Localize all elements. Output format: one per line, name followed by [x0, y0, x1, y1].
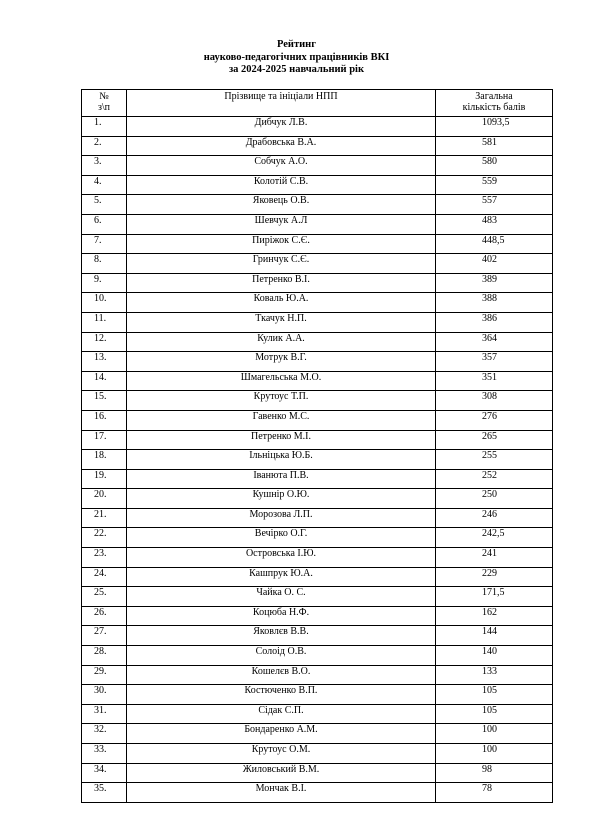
table-row	[82, 391, 553, 411]
row-number: 23.	[82, 548, 127, 568]
row-number: 16.	[82, 410, 127, 430]
row-name: Пиріжок С.Є.	[127, 234, 436, 254]
row-number: 9.	[82, 273, 127, 293]
header-score-line-2: кількість балів	[462, 102, 526, 113]
row-number: 12.	[82, 332, 127, 352]
row-name: Шмагельська М.О.	[127, 371, 436, 391]
row-number: 3.	[82, 156, 127, 176]
row-number: 35.	[82, 783, 127, 803]
row-score: 140	[436, 646, 553, 666]
row-name: Жиловський В.М.	[127, 763, 436, 783]
row-number: 18.	[82, 450, 127, 470]
row-score: 250	[436, 489, 553, 509]
row-name: Ільніцька Ю.Б.	[127, 450, 436, 470]
row-score: 389	[436, 273, 553, 293]
row-number: 29.	[82, 665, 127, 685]
table-row	[82, 136, 553, 156]
row-name: Драбовська В.А.	[127, 136, 436, 156]
row-name: Іванюта П.В.	[127, 469, 436, 489]
table-row	[82, 646, 553, 666]
row-number: 14.	[82, 371, 127, 391]
table-row	[82, 430, 553, 450]
table-row	[82, 704, 553, 724]
row-score: 388	[436, 293, 553, 313]
header-number-line-1: №	[99, 91, 109, 102]
table-row	[82, 763, 553, 783]
row-number: 11.	[82, 312, 127, 332]
row-number: 25.	[82, 587, 127, 607]
row-score: 1093,5	[436, 117, 553, 137]
row-number: 17.	[82, 430, 127, 450]
row-score: 580	[436, 156, 553, 176]
row-name: Бондаренко А.М.	[127, 724, 436, 744]
table-row	[82, 117, 553, 137]
row-score: 483	[436, 214, 553, 234]
row-score: 559	[436, 175, 553, 195]
row-number: 34.	[82, 763, 127, 783]
row-name: Кошелєв В.О.	[127, 665, 436, 685]
row-score: 133	[436, 665, 553, 685]
row-score: 252	[436, 469, 553, 489]
document-title	[0, 39, 593, 77]
table-row	[82, 469, 553, 489]
row-name: Петренко В.І.	[127, 273, 436, 293]
header-number-line-2: з\п	[97, 102, 111, 113]
table-row	[82, 312, 553, 332]
row-number: 6.	[82, 214, 127, 234]
row-name: Гавенко М.С.	[127, 410, 436, 430]
row-name: Яковець О.В.	[127, 195, 436, 215]
row-score: 386	[436, 312, 553, 332]
row-number: 15.	[82, 391, 127, 411]
row-score: 171,5	[436, 587, 553, 607]
row-number: 24.	[82, 567, 127, 587]
table-row	[82, 156, 553, 176]
row-score: 276	[436, 410, 553, 430]
table-row	[82, 195, 553, 215]
table-row	[82, 352, 553, 372]
row-number: 10.	[82, 293, 127, 313]
rating-table	[81, 89, 553, 803]
row-name: Костюченко В.П.	[127, 685, 436, 705]
header-score-line-1: Загальна	[475, 91, 513, 102]
row-number: 2.	[82, 136, 127, 156]
row-number: 8.	[82, 254, 127, 274]
row-number: 32.	[82, 724, 127, 744]
row-name: Дибчук Л.В.	[127, 117, 436, 137]
row-name: Ткачук Н.П.	[127, 312, 436, 332]
row-name: Яковлєв В.В.	[127, 626, 436, 646]
row-name: Сідак С.П.	[127, 704, 436, 724]
table-row	[82, 508, 553, 528]
table-row	[82, 548, 553, 568]
table-row	[82, 783, 553, 803]
table-row	[82, 273, 553, 293]
table-row	[82, 254, 553, 274]
table-row	[82, 626, 553, 646]
row-number: 5.	[82, 195, 127, 215]
row-score: 581	[436, 136, 553, 156]
row-score: 255	[436, 450, 553, 470]
table-row	[82, 332, 553, 352]
row-number: 1.	[82, 117, 127, 137]
row-score: 162	[436, 606, 553, 626]
row-number: 20.	[82, 489, 127, 509]
row-score: 448,5	[436, 234, 553, 254]
row-score: 265	[436, 430, 553, 450]
row-name: Морозова Л.П.	[127, 508, 436, 528]
row-score: 357	[436, 352, 553, 372]
header-number	[82, 90, 127, 117]
row-name: Мотрук В.Г.	[127, 352, 436, 372]
row-name: Колотій С.В.	[127, 175, 436, 195]
table-row	[82, 606, 553, 626]
table-row	[82, 685, 553, 705]
row-name: Островська І.Ю.	[127, 548, 436, 568]
row-name: Мончак В.І.	[127, 783, 436, 803]
row-score: 144	[436, 626, 553, 646]
row-score: 308	[436, 391, 553, 411]
table-row	[82, 665, 553, 685]
row-score: 78	[436, 783, 553, 803]
table-row	[82, 567, 553, 587]
table-row	[82, 450, 553, 470]
table-row	[82, 724, 553, 744]
table-body	[82, 117, 553, 803]
row-name: Гринчук С.Є.	[127, 254, 436, 274]
row-name: Крутоус О.М.	[127, 744, 436, 764]
row-score: 402	[436, 254, 553, 274]
table-row	[82, 528, 553, 548]
row-score: 105	[436, 685, 553, 705]
row-number: 27.	[82, 626, 127, 646]
row-name: Петренко М.І.	[127, 430, 436, 450]
row-number: 19.	[82, 469, 127, 489]
row-name: Крутоус Т.П.	[127, 391, 436, 411]
row-name: Коваль Ю.А.	[127, 293, 436, 313]
row-number: 13.	[82, 352, 127, 372]
header-score	[436, 90, 553, 117]
row-name: Солоід О.В.	[127, 646, 436, 666]
table-row	[82, 410, 553, 430]
row-number: 31.	[82, 704, 127, 724]
table-row	[82, 587, 553, 607]
row-score: 98	[436, 763, 553, 783]
row-number: 30.	[82, 685, 127, 705]
table-row	[82, 293, 553, 313]
table-header-row	[82, 90, 553, 117]
row-name: Собчук А.О.	[127, 156, 436, 176]
table-row	[82, 175, 553, 195]
row-number: 7.	[82, 234, 127, 254]
row-name: Кулик А.А.	[127, 332, 436, 352]
row-score: 351	[436, 371, 553, 391]
row-score: 105	[436, 704, 553, 724]
row-name: Кушнір О.Ю.	[127, 489, 436, 509]
row-name: Коцюба Н.Ф.	[127, 606, 436, 626]
row-number: 33.	[82, 744, 127, 764]
row-score: 246	[436, 508, 553, 528]
row-name: Кашпрук Ю.А.	[127, 567, 436, 587]
table-row	[82, 214, 553, 234]
table-row	[82, 744, 553, 764]
row-number: 28.	[82, 646, 127, 666]
row-number: 26.	[82, 606, 127, 626]
title-line-3: за 2024-2025 навчальний рік	[228, 64, 365, 75]
row-score: 241	[436, 548, 553, 568]
row-score: 364	[436, 332, 553, 352]
table-row	[82, 234, 553, 254]
row-score: 100	[436, 724, 553, 744]
row-name: Шевчук А.Л	[127, 214, 436, 234]
row-name: Вечірко О.Г.	[127, 528, 436, 548]
row-score: 557	[436, 195, 553, 215]
title-line-2: науково-педагогічних працівників ВКІ	[203, 51, 390, 63]
table-row	[82, 371, 553, 391]
row-score: 100	[436, 744, 553, 764]
row-number: 4.	[82, 175, 127, 195]
row-number: 21.	[82, 508, 127, 528]
row-score: 229	[436, 567, 553, 587]
row-score: 242,5	[436, 528, 553, 548]
row-name: Чайка О. С.	[127, 587, 436, 607]
header-name: Прізвище та ініціали НПП	[127, 90, 436, 117]
table-row	[82, 489, 553, 509]
row-number: 22.	[82, 528, 127, 548]
title-line-1: Рейтинг	[276, 39, 316, 50]
